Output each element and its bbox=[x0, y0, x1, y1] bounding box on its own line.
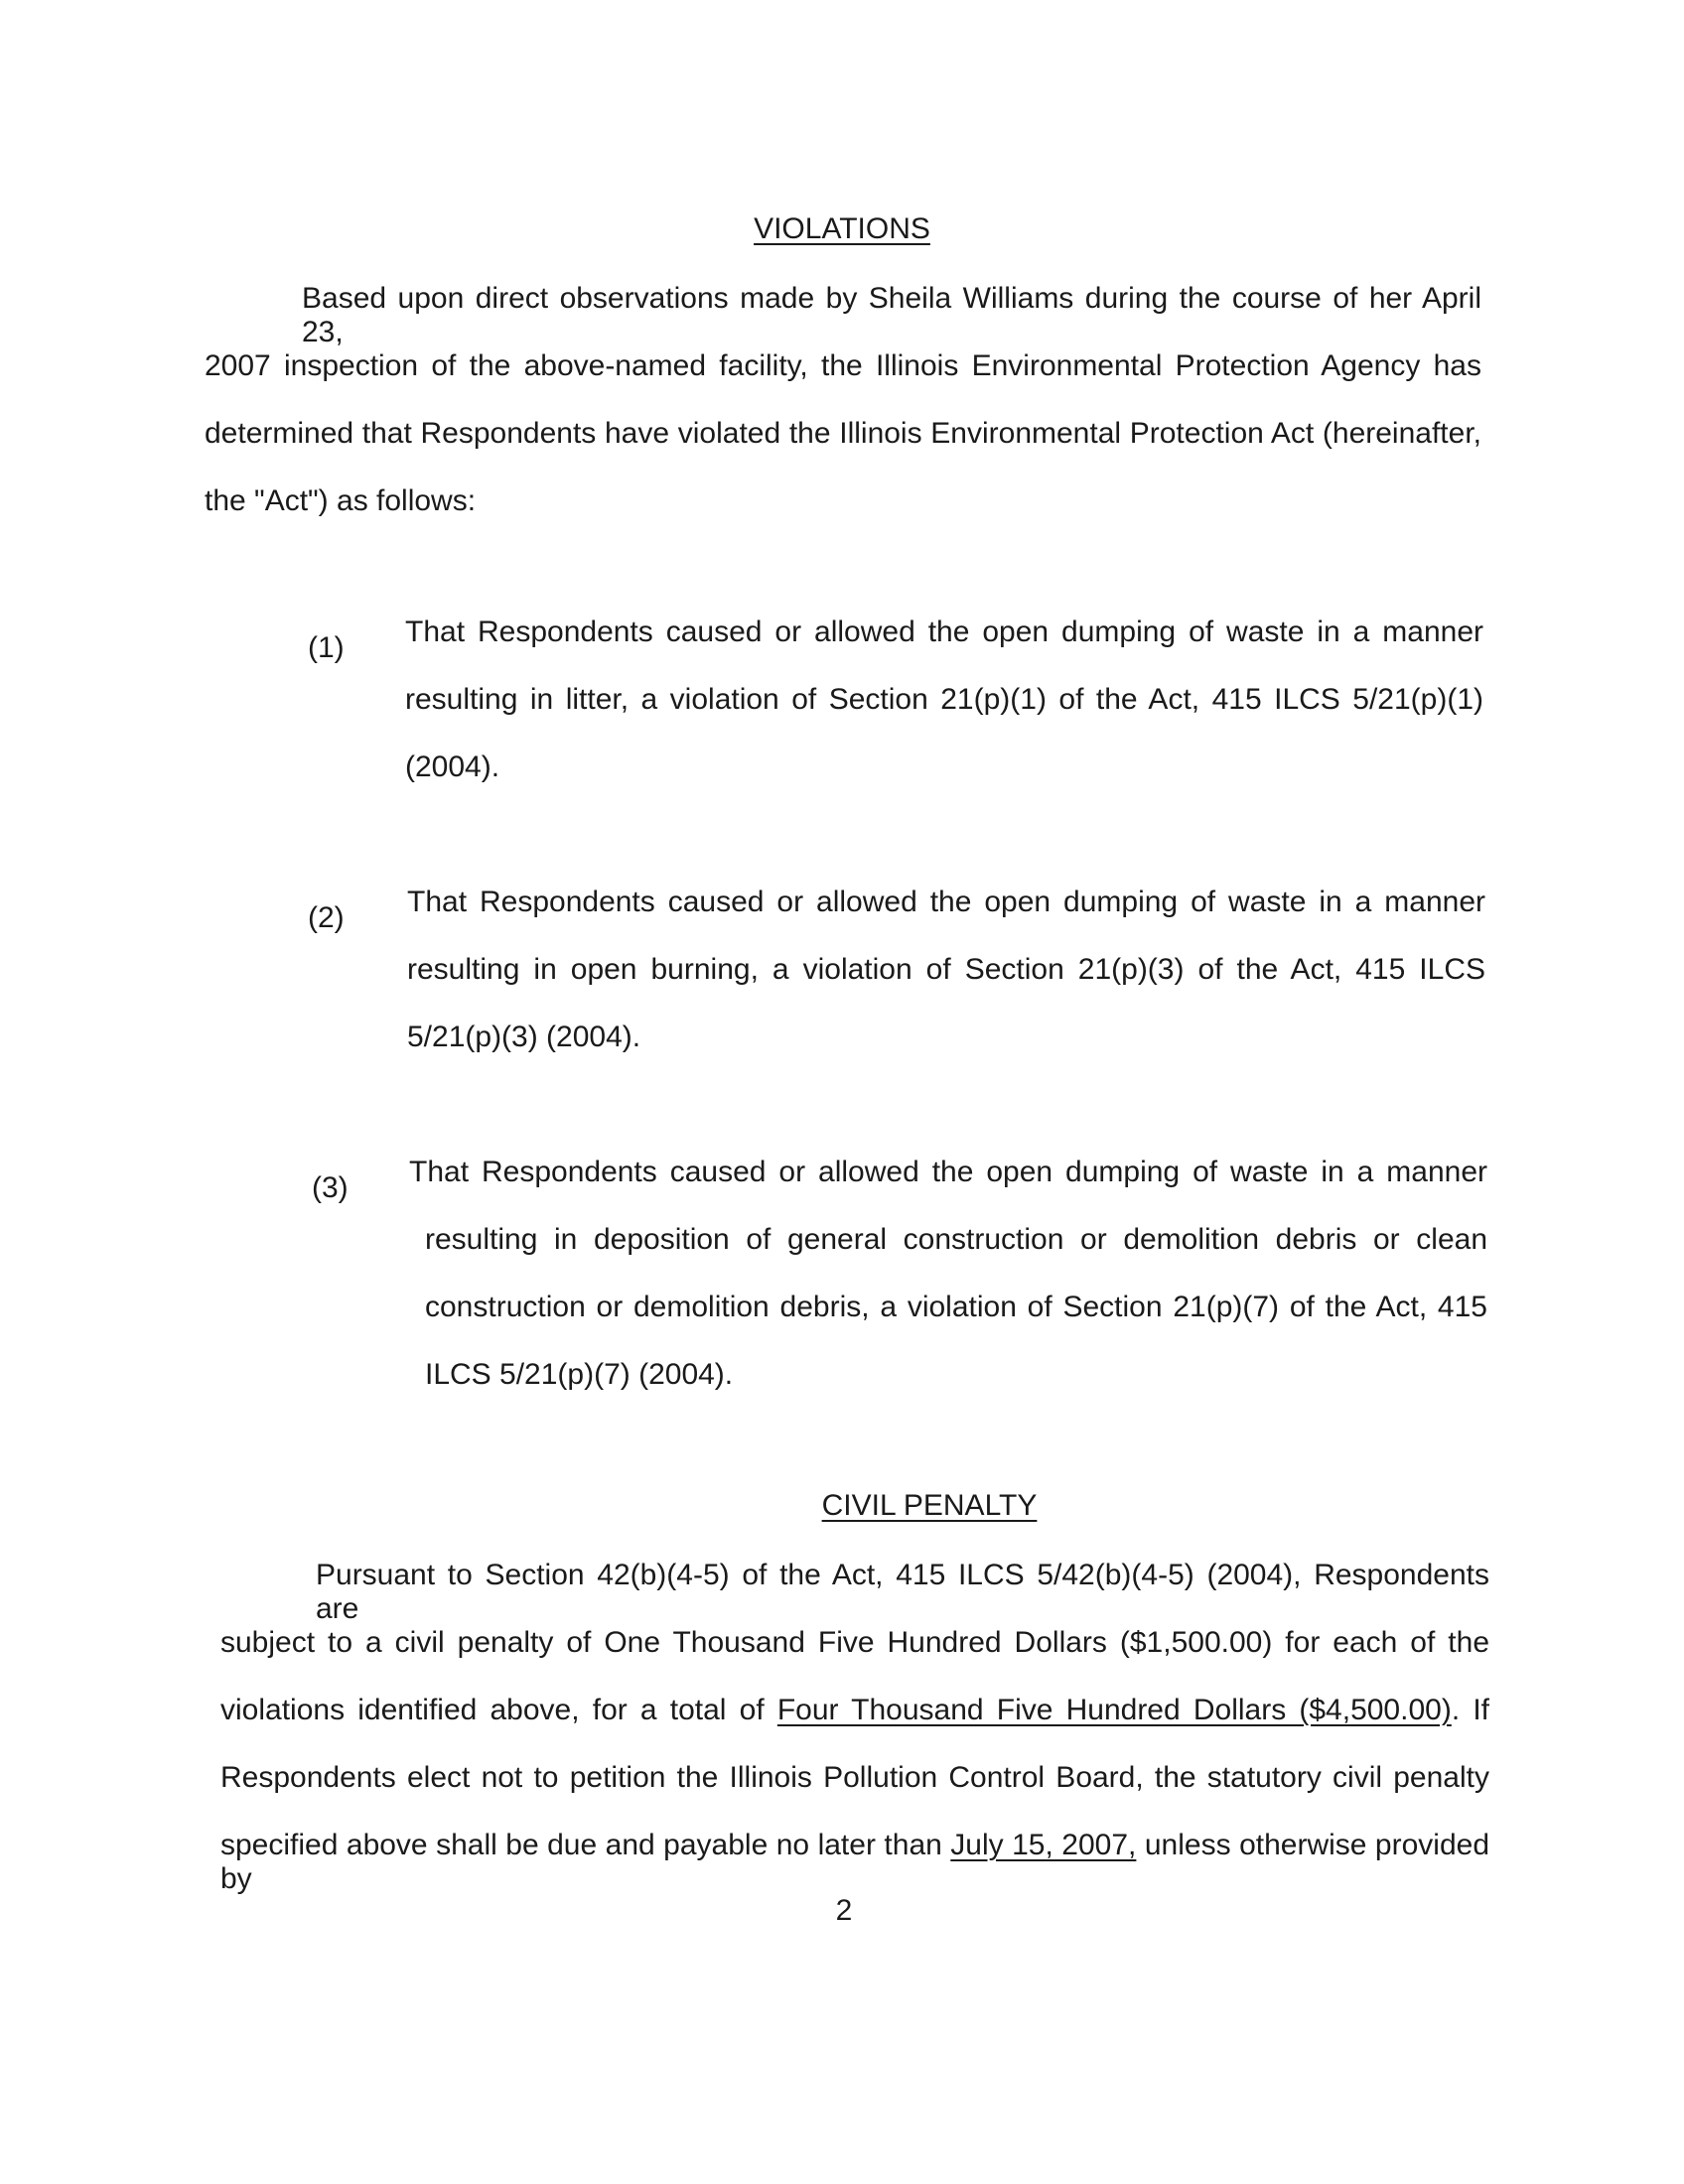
item-3-line-2: resulting in deposition of general construction or demolition debris or clean bbox=[425, 1223, 1487, 1256]
item-2-line-3: 5/21(p)(3) (2004). bbox=[407, 1021, 641, 1053]
penalty-line-3-post: . If bbox=[1451, 1694, 1490, 1726]
item-3-line-1: That Respondents caused or allowed the open dumping of waste in a manner bbox=[409, 1156, 1487, 1188]
penalty-due-date: July 15, 2007, bbox=[950, 1829, 1137, 1861]
penalty-total-amount: Four Thousand Five Hundred Dollars ($4,500.00) bbox=[776, 1694, 1452, 1726]
page-number: 2 bbox=[835, 1894, 853, 1927]
item-2-line-2: resulting in open burning, a violation of Section 21(p)(3) of the Act, 415 ILCS bbox=[407, 953, 1485, 986]
item-3-text bbox=[409, 1156, 1487, 1426]
civil-penalty-paragraph bbox=[220, 1559, 1489, 1896]
penalty-line-5-pre: specified above shall be due and payable no later than bbox=[220, 1829, 951, 1861]
intro-line-3: determined that Respondents have violated the Illinois Environmental Protection Act (hereinafter, bbox=[205, 417, 1481, 450]
civil-penalty-heading: CIVIL PENALTY bbox=[821, 1489, 1038, 1522]
intro-line-1: Based upon direct observations made by Sheila Williams during the course of her April 23, bbox=[302, 282, 1481, 348]
penalty-line-3 bbox=[220, 1694, 1489, 1761]
item-2-number: (2) bbox=[308, 901, 345, 934]
item-1-text bbox=[405, 615, 1483, 818]
intro-paragraph bbox=[205, 282, 1481, 552]
item-2-text bbox=[407, 886, 1485, 1088]
violations-heading: VIOLATIONS bbox=[754, 212, 930, 245]
item-2-line-1: That Respondents caused or allowed the open dumping of waste in a manner bbox=[407, 886, 1485, 918]
penalty-line-4: Respondents elect not to petition the Illinois Pollution Control Board, the statutory civil penalty bbox=[220, 1761, 1489, 1794]
intro-line-2: 2007 inspection of the above-named facility, the Illinois Environmental Protection Agency has bbox=[205, 349, 1481, 382]
item-1-line-1: That Respondents caused or allowed the open dumping of waste in a manner bbox=[405, 615, 1483, 648]
item-3-number: (3) bbox=[312, 1171, 349, 1204]
penalty-line-3-pre: violations identified above, for a total of bbox=[220, 1694, 777, 1726]
item-1-line-3: (2004). bbox=[405, 751, 500, 783]
penalty-line-5-post: unless otherwise provided by bbox=[220, 1829, 1490, 1895]
item-3-line-3: construction or demolition debris, a violation of Section 21(p)(7) of the Act, 415 bbox=[425, 1291, 1487, 1323]
item-3-line-4: ILCS 5/21(p)(7) (2004). bbox=[425, 1358, 734, 1391]
intro-line-4: the "Act") as follows: bbox=[205, 484, 477, 517]
item-1-number: (1) bbox=[308, 631, 345, 664]
penalty-line-5 bbox=[220, 1829, 1489, 1896]
item-1-line-2: resulting in litter, a violation of Section 21(p)(1) of the Act, 415 ILCS 5/21(p)(1) bbox=[405, 683, 1483, 716]
penalty-line-1: Pursuant to Section 42(b)(4-5) of the Act, 415 ILCS 5/42(b)(4-5) (2004), Respondents are bbox=[316, 1559, 1489, 1625]
penalty-line-2: subject to a civil penalty of One Thousand Five Hundred Dollars ($1,500.00) for each of the bbox=[220, 1626, 1489, 1659]
